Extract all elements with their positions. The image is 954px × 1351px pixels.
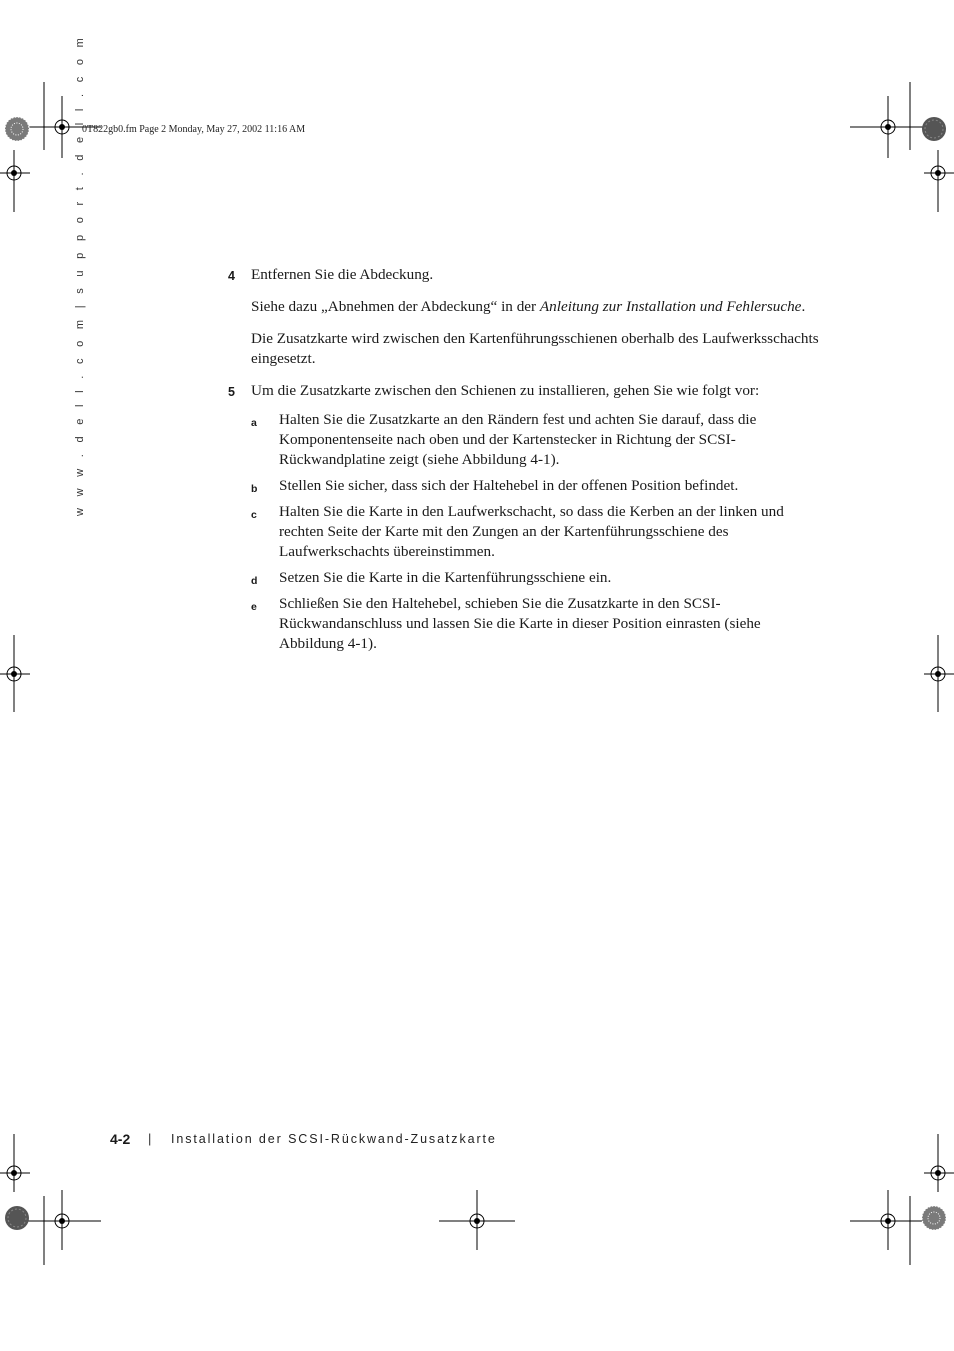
step-text: Entfernen Sie die Abdeckung. bbox=[251, 266, 434, 283]
manual-title: Anleitung zur Installation und Fehlersuche bbox=[539, 298, 802, 315]
step-number: 4 bbox=[228, 269, 235, 283]
step-text: Um die Zusatzkarte zwischen den Schienen zu installieren, gehen Sie wie folgt vor: bbox=[251, 382, 760, 399]
file-info-header: 0T822gb0.fm Page 2 Monday, May 27, 2002 11:16 AM bbox=[82, 124, 306, 135]
substep-letter: e bbox=[251, 601, 257, 613]
substep-letter: c bbox=[251, 509, 257, 521]
substep-text: Schließen Sie den Haltehebel, schieben Sie die Zusatzkarte in den SCSI-Rückwandanschluss und lassen Sie die Karte in dieser Position einrasten (siehe Abbildung 4-1). bbox=[279, 595, 761, 652]
substep-letter: a bbox=[251, 417, 257, 429]
chapter-title: Installation der SCSI-Rückwand-Zusatzkarte bbox=[171, 1132, 497, 1146]
substep-text: Setzen Sie die Karte in die Kartenführungsschiene ein. bbox=[279, 569, 612, 586]
substep-text: Halten Sie die Karte in den Laufwerkschacht, so dass die Kerben an der linken und rechten Seite der Karte mit den Zungen an der Kartenführungsschiene des Laufwerkschachts übereinstimmen. bbox=[279, 503, 784, 560]
step-number: 5 bbox=[228, 385, 235, 399]
substep-letter: b bbox=[251, 483, 258, 495]
substep-c bbox=[251, 502, 828, 562]
substep-text: Stellen Sie sicher, dass sich der Haltehebel in der offenen Position befindet. bbox=[279, 477, 739, 494]
sidebar-url: w w w . d e l l . c o m | s u p p o r t . d e l l . c o m bbox=[74, 33, 86, 516]
page-number: 4-2 bbox=[110, 1131, 131, 1147]
substep-list bbox=[251, 410, 828, 654]
instructions bbox=[228, 265, 828, 660]
step-reference: Siehe dazu „Abnehmen der Abdeckung“ in der Anleitung zur Installation und Fehlersuche. bbox=[251, 298, 806, 315]
step-4 bbox=[228, 265, 828, 369]
substep-letter: d bbox=[251, 575, 258, 587]
step-note: Die Zusatzkarte wird zwischen den Kartenführungsschienen oberhalb des Laufwerksschachts eingesetzt. bbox=[251, 330, 819, 367]
substep-e bbox=[251, 594, 828, 654]
step-5 bbox=[228, 381, 828, 654]
substep-a bbox=[251, 410, 828, 470]
footer-separator: | bbox=[148, 1131, 152, 1146]
substep-text: Halten Sie die Zusatzkarte an den Rändern fest und achten Sie darauf, dass die Komponentenseite nach oben und der Kartenstecker in Richtung der SCSI-Rückwandplatine zeigt (siehe Abbildung 4-1). bbox=[279, 411, 757, 468]
substep-d bbox=[251, 568, 828, 588]
substep-b bbox=[251, 476, 828, 496]
